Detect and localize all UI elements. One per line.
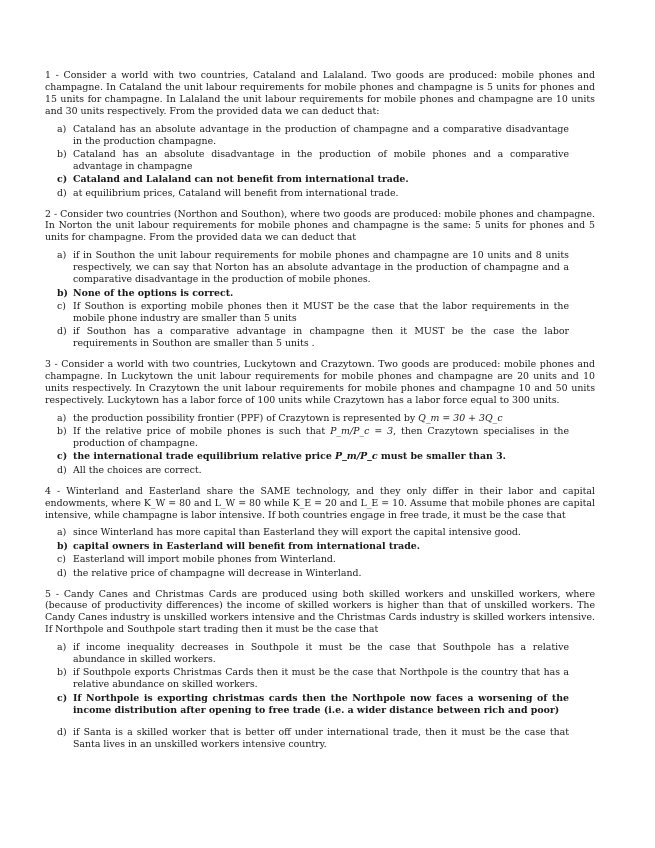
option-text: at equilibrium prices, Cataland will benefit from international trade. (73, 187, 399, 199)
option-label: d) (57, 567, 67, 579)
option-text-post: , then Crazytown specialises in the production of champagne. (73, 426, 570, 449)
exam-page (45, 70, 595, 759)
option-label: a) (57, 412, 67, 424)
option-text: If Northpole is exporting christmas cards then the Northpole now faces a worsening of the income distribution after opening to free trade (i.e. a wider distance between rich and poor) (73, 692, 569, 716)
question-1-options (45, 124, 595, 200)
option-label: b) (57, 667, 67, 679)
option-text: All the choices are correct. (73, 464, 202, 476)
option-4a (45, 527, 595, 539)
option-label: c) (57, 300, 66, 312)
option-2c (45, 301, 595, 325)
question-1-text: 1 - Consider a world with two countries, Cataland and Lalaland. Two goods are produced: mobile phones and champagne. In Cataland the unit labour requirements for mobile phones and champagne is 5 units for phones and 15 units for champagne. In Lalaland the unit labour requirements for mobile phones and champagne are 10 units and 30 units respectively. From the provided data we can deduct that: (45, 70, 595, 117)
option-text: Cataland and Lalaland can not benefit from international trade. (73, 174, 409, 186)
option-text: None of the options is correct. (73, 287, 234, 299)
option-math: P_m/P_c = 3 (330, 426, 394, 438)
option-label: b) (57, 540, 68, 552)
option-1a (45, 124, 595, 148)
option-label: a) (57, 527, 67, 539)
option-text: If Southon is exporting mobile phones then it MUST be the case that the labor requirements in the mobile phone industry are smaller than 5 units (73, 300, 569, 324)
option-label: c) (57, 692, 68, 704)
option-label: b) (57, 426, 67, 438)
question-4 (45, 486, 595, 580)
option-label: a) (57, 250, 67, 262)
question-2-text: 2 - Consider two countries (Northon and Southon), where two goods are produced: mobile phones and champagne. In Norton the unit labour requirements for mobile phones and champagne is the same: 5 units for phones and 5 units for champagne. From the provided data we can deduct that (45, 208, 595, 244)
question-2 (45, 209, 595, 350)
option-text-post: must be smaller than 3. (377, 451, 506, 463)
option-label: c) (57, 174, 68, 186)
option-text: Cataland has an absolute disadvantage in the production of mobile phones and a comparative advantage in champagne (73, 148, 569, 172)
question-2-options (45, 250, 595, 350)
option-text-pre: the production possibility frontier (PPF) of Crazytown is represented by (73, 412, 419, 424)
question-3 (45, 359, 595, 477)
question-3-options (45, 413, 595, 477)
option-text: Easterland will import mobile phones from Winterland. (73, 554, 336, 566)
option-4d (45, 568, 595, 580)
option-2d (45, 326, 595, 350)
option-1d (45, 188, 595, 200)
option-label: d) (57, 464, 67, 476)
option-label: d) (57, 326, 67, 338)
option-text-pre: If the relative price of mobile phones is such that (73, 426, 331, 438)
option-text: if income inequality decreases in Southpole it must be the case that Southpole has a relative abundance in skilled workers. (73, 642, 569, 666)
option-label: a) (57, 123, 67, 135)
option-2a (45, 250, 595, 286)
option-text: since Winterland has more capital than Easterland they will export the capital intensive good. (73, 527, 521, 539)
question-4-options (45, 527, 595, 579)
option-2b-correct (45, 288, 595, 300)
option-label: d) (57, 187, 67, 199)
option-3b (45, 426, 595, 450)
option-4b-correct (45, 541, 595, 553)
option-4c (45, 554, 595, 566)
option-label: b) (57, 287, 68, 299)
option-5a (45, 642, 595, 666)
option-math: Q_m = 30 + 3Q_c (418, 412, 503, 424)
question-5-options (45, 642, 595, 750)
option-5c-correct (45, 693, 595, 717)
option-text: capital owners in Easterland will benefit from international trade. (73, 540, 420, 552)
option-5d (45, 727, 595, 751)
option-1b (45, 149, 595, 173)
option-label: c) (57, 554, 66, 566)
option-text: Cataland has an absolute advantage in the production of champagne and a comparative disadvantage in the production champagne. (73, 123, 569, 147)
option-text: if Southon has a comparative advantage in champagne then it MUST be the case the labor requirements in Southon are smaller than 5 units . (73, 326, 569, 350)
question-5 (45, 589, 595, 751)
option-text: if Santa is a skilled worker that is better off under international trade, then it must be the case that Santa lives in an unskilled workers intensive country. (73, 726, 569, 750)
question-3-text: 3 - Consider a world with two countries, Luckytown and Crazytown. Two goods are produced: mobile phones and champagne. In Luckytown the unit labour requirements for mobile phones and champagne are 20 units and 10 units respectively. In Crazytown the unit labour requirements for mobile phones and champagne 10 and 50 units respectively. Luckytown has a labor force of 100 units while Crazytown has a labor force equal to 300 units. (45, 359, 595, 406)
option-text-pre: the international trade equilibrium relative price (73, 451, 336, 463)
option-1c-correct (45, 174, 595, 186)
option-label: b) (57, 148, 67, 160)
question-1 (45, 70, 595, 200)
option-text: if in Southon the unit labour requirements for mobile phones and champagne are 10 units and 8 units respectively, we can say that Norton has an absolute advantage in the production of champagne and a comparative disadvantage in the production of mobile phones. (73, 250, 569, 286)
option-3d (45, 465, 595, 477)
option-label: d) (57, 726, 67, 738)
option-math: P_m/P_c (335, 451, 378, 463)
option-3a (45, 413, 595, 425)
question-5-text: 5 - Candy Canes and Christmas Cards are produced using both skilled workers and unskilled workers, where (because of productivity differences) the income of skilled workers is higher than that of unskilled workers. The Candy Canes industry is unskilled workers intensive and the Christmas Cards industry is skilled workers intensive. If Northpole and Southpole start trading then it must be the case that (45, 588, 595, 636)
option-text: the relative price of champagne will decrease in Winterland. (73, 567, 362, 579)
question-4-text: 4 - Winterland and Easterland share the SAME technology, and they only differ in their labor and capital endowments, where K_W = 80 and L_W = 80 while K_E = 20 and L_E = 10. Assume that mobile phones are capital intensive, while champagne is labor intensive. If both countries engage in free trade, it must be the case that (45, 485, 595, 521)
option-text: if Southpole exports Christmas Cards then it must be the case that Northpole is the country that has a relative abundance on skilled workers. (73, 667, 569, 691)
option-5b (45, 667, 595, 691)
option-label: c) (57, 451, 68, 463)
option-3c-correct (45, 451, 595, 463)
option-label: a) (57, 642, 67, 654)
